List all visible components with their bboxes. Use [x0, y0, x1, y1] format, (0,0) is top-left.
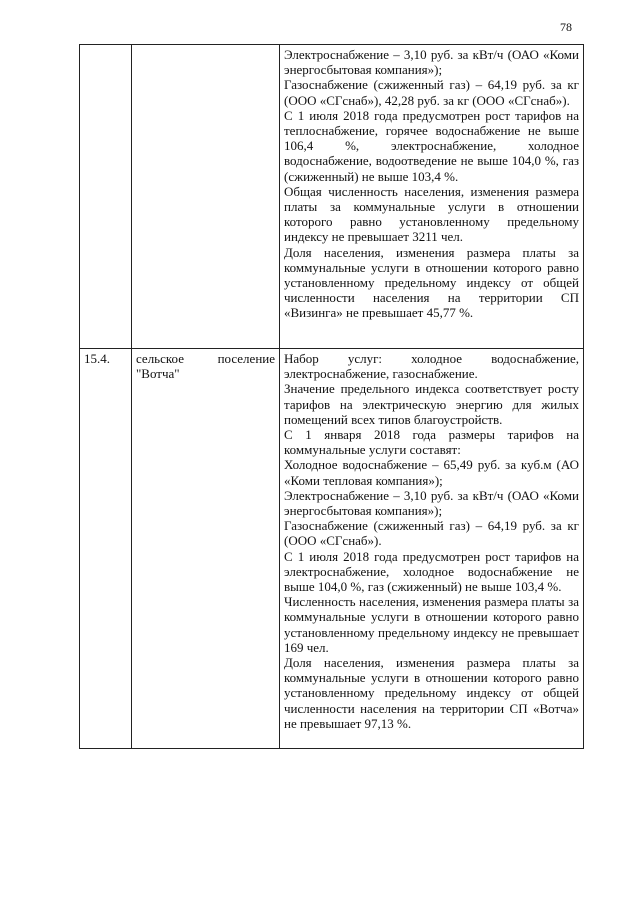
tariff-description-cell [280, 45, 584, 349]
paragraph: Доля населения, изменения размера платы за коммунальные услуги в отношении которого равно установленному предельному индексу от общей численности населения на территории СП «Вотча» не превышает 97,13 %. [284, 655, 579, 731]
paragraph: Электроснабжение – 3,10 руб. за кВт/ч (ОАО «Коми энергосбытовая компания»); [284, 487, 579, 519]
row-number-cell: 15.4. [80, 349, 132, 749]
paragraph: Значение предельного индекса соответствует росту тарифов на электрическую энергию для жилых помещений всех типов благоустройств. [284, 381, 579, 427]
paragraph: С 1 января 2018 года размеры тарифов на коммунальные услуги составят: [284, 427, 579, 458]
paragraph: Численность населения, изменения размера платы за коммунальные услуги в отношении которого равно установленному предельному индексу не превышает 169 чел. [284, 594, 579, 655]
table-row [80, 45, 584, 349]
paragraph: Доля населения, изменения размера платы за коммунальные услуги в отношении которого равно установленному предельному индексу от общей численности населения на территории СП «Визинга» не превышает 45,77 %. [284, 244, 579, 321]
table-row [80, 349, 584, 749]
paragraph: Набор услуг: холодное водоснабжение, электроснабжение, газоснабжение. [284, 351, 579, 382]
paragraph: Газоснабжение (сжиженный газ) – 64,19 руб. за кг (ООО «СГснаб»). [284, 518, 579, 549]
paragraph: Общая численность населения, изменения размера платы за коммунальные услуги в отношении которого равно установленному предельному индексу не превышает 3211 чел. [284, 183, 579, 245]
paragraph: Электроснабжение – 3,10 руб. за кВт/ч (ОАО «Коми энергосбытовая компания»); [284, 47, 579, 78]
paragraph: Газоснабжение (сжиженный газ) – 64,19 руб. за кг (ООО «СГснаб»), 42,28 руб. за кг (ООО «СГснаб»). [284, 77, 579, 108]
paragraph: С 1 июля 2018 года предусмотрен рост тарифов на электроснабжение, холодное водоснабжение не выше 104,0 %, газ (сжиженный) не выше 103,4 %. [284, 548, 579, 595]
page-number: 78 [560, 20, 572, 34]
tariff-table [79, 44, 584, 749]
settlement-name-cell: сельское поселение "Вотча" [136, 351, 275, 382]
row-number-cell [80, 45, 132, 349]
paragraph: С 1 июля 2018 года предусмотрен рост тарифов на теплоснабжение, горячее водоснабжение не выше 106,4 %, электроснабжение, холодное водоснабжение, водоотведение не выше 104,0 %, газ (сжиженный) не выше 103,4 %. [284, 107, 579, 184]
tariff-description-cell [280, 349, 584, 749]
paragraph: Холодное водоснабжение – 65,49 руб. за куб.м (АО «Коми тепловая компания»); [284, 457, 579, 488]
settlement-name-cell [132, 45, 280, 349]
